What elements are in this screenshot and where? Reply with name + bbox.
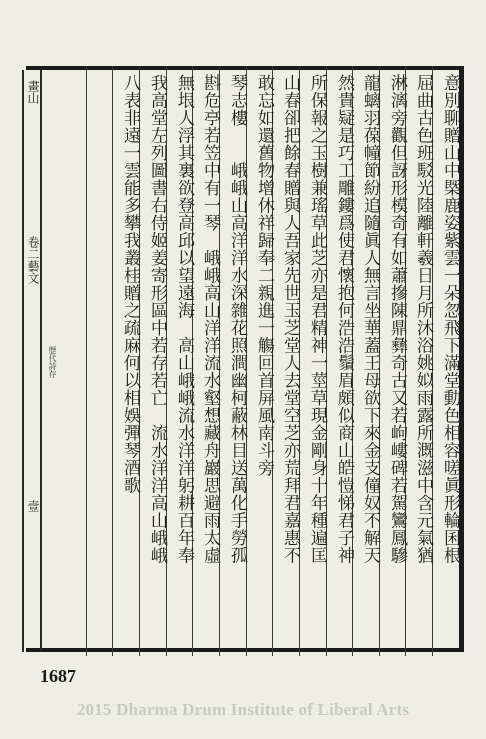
text-column: 屈曲古色班駁光陸離軒羲日月所沐浴姚姒雨露所溉滋中含元氣猶 bbox=[413, 74, 433, 564]
text-column: 敢忘如還舊物增休祥歸奉二親進一觴回首屏風南斗旁 bbox=[254, 74, 274, 477]
text-column: 所保報之玉樹兼瑤草此芝亦是君精神一莖草現金剛身十年種遍匡 bbox=[307, 74, 327, 564]
text-column: 我高堂左列圖書右侍姬姜寄形區中若存若亡 流水洋洋高山峨峨 bbox=[147, 74, 167, 564]
margin-volume-label: 卷二藝文 bbox=[26, 236, 40, 284]
text-column: 淋漓旁觀但訝形模奇有如蕭摻陳鼎彝奇古又若岣嶁碑若駕鸞鳳驂 bbox=[387, 74, 407, 564]
text-column: 山春卻把餘春贈與人吾家先世玉芝堂人去堂空芝亦荒拜君嘉惠不 bbox=[280, 74, 300, 564]
column-rule bbox=[86, 66, 87, 656]
margin-chapter-label: 歷代詩存 bbox=[48, 346, 57, 378]
column-rule bbox=[112, 66, 113, 656]
margin-folio-mark: 壹 bbox=[26, 500, 40, 512]
text-column: 八表非遠一雲能多攀我叢桂贈之疏麻何以相娛彈琴酒歌 bbox=[120, 74, 140, 494]
margin-book-title: 畫山 bbox=[26, 80, 40, 104]
text-column: 斟危亭若笠中有一琴 峨峨高山洋洋流水壑想藏舟巖思避雨太虛 bbox=[200, 74, 220, 564]
page-number: 1687 bbox=[40, 666, 76, 686]
watermark: 2015 Dharma Drum Institute of Liberal Arts bbox=[76, 700, 410, 719]
margin-strip bbox=[22, 70, 42, 652]
text-column: 意別聊贈山中槩鹿姿紫雲一朵忽飛下滿堂動色相容嗟眞形輪囷根 bbox=[440, 74, 460, 564]
text-column: 龍螭羽葆幢節紛追隨眞人無言坐華蓋王母欲下來金支僮奴不解天 bbox=[360, 74, 380, 564]
text-column: 琴志樓 峨峨山高洋洋水深雜花照澗幽柯蔽林目送萬化手勞孤 bbox=[227, 74, 247, 564]
text-column: 然貴疑是巧工雕鏤爲使君懷抱何浩浩鬚眉頗似商山皓愷悌君子神 bbox=[334, 74, 354, 564]
text-column: 無垠人浮其裏欲登高邱以望遠海 高山峨峨流水洋洋躬耕百年奉 bbox=[174, 74, 194, 564]
